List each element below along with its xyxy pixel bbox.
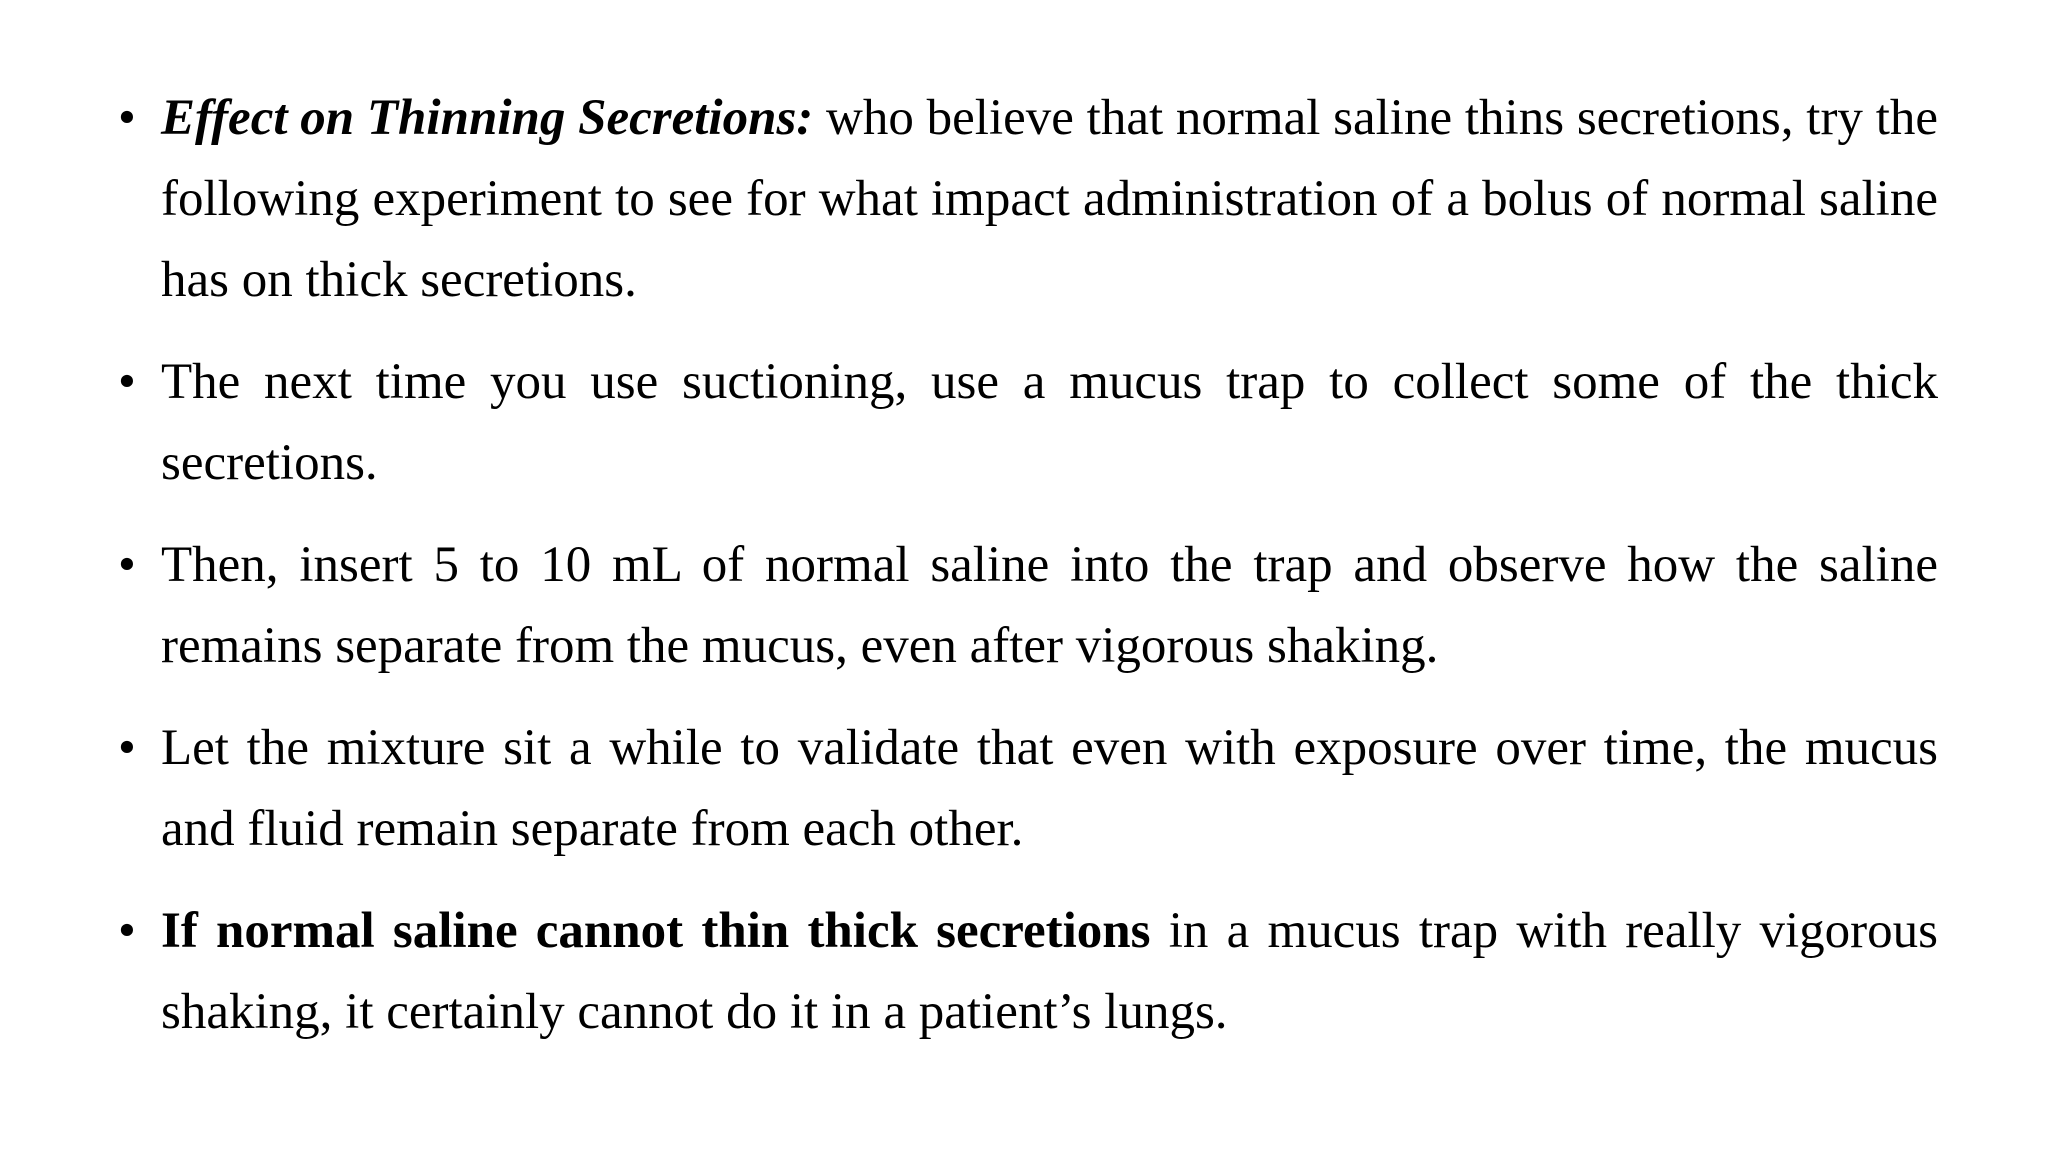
bullet-list — [118, 78, 1938, 1053]
bullet-icon: • — [118, 903, 136, 959]
bullet-item-thinning-effect — [118, 78, 1938, 321]
bullet-icon: • — [118, 354, 136, 410]
bullet-text: in a mucus trap with really vigorous shaking, it certainly cannot do it in a patient’s lungs. — [161, 903, 1938, 1040]
bullet-text: Let the mixture sit a while to validate that even with exposure over time, the mucus and fluid remain separate from each other. — [161, 720, 1938, 857]
bullet-item-mixture-sit — [118, 708, 1938, 870]
bullet-text: Then, insert 5 to 10 mL of normal saline into the trap and observe how the saline remains separate from the mucus, even after vigorous shaking. — [161, 537, 1938, 674]
bullet-icon: • — [118, 720, 136, 776]
bullet-item-insert-saline — [118, 525, 1938, 687]
bullet-icon: • — [118, 90, 136, 146]
bullet-lead-bold: If normal saline cannot thin thick secretions — [161, 903, 1151, 959]
bullet-item-mucus-trap — [118, 342, 1938, 504]
bullet-item-conclusion — [118, 891, 1938, 1053]
bullet-icon: • — [118, 537, 136, 593]
bullet-text: who believe that normal saline thins secretions, try the following experiment to see for what impact administration of a bolus of normal saline has on thick secretions. — [161, 90, 1938, 308]
bullet-text: The next time you use suctioning, use a mucus trap to collect some of the thick secretions. — [161, 354, 1938, 491]
bullet-lead-bold-italic: Effect on Thinning Secretions: — [161, 90, 814, 146]
